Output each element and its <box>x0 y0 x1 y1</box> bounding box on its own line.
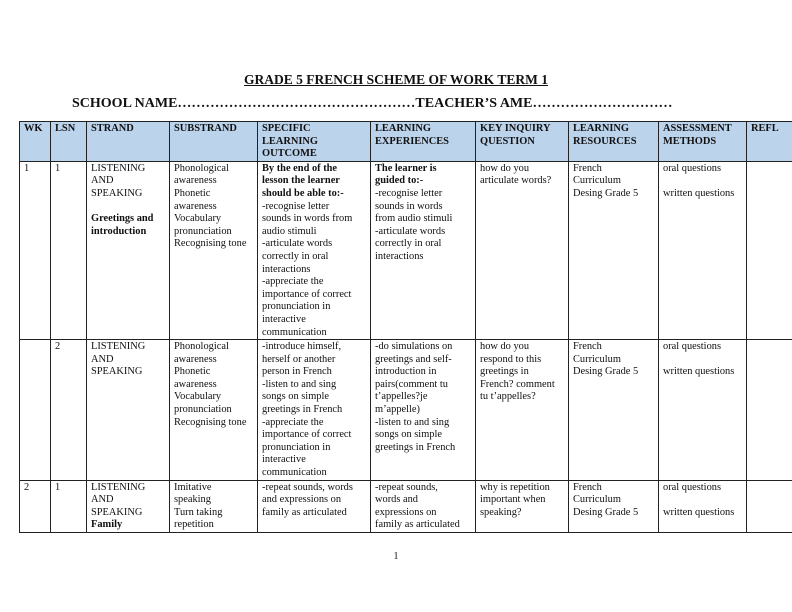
header-assessment: ASSESSMENT METHODS <box>659 122 747 162</box>
header-strand: STRAND <box>87 122 170 162</box>
scheme-of-work-table <box>19 121 792 533</box>
assessment-oral: oral questions <box>663 341 722 353</box>
cell-question: how do you articulate words? <box>476 161 569 339</box>
cell-wk <box>20 340 51 481</box>
school-teacher-line: SCHOOL NAME……………………………………………TEACHER’S AME………………………… <box>72 96 673 111</box>
cell-refl <box>747 480 792 532</box>
header-row <box>20 122 792 162</box>
header-experiences: LEARNING EXPERIENCES <box>371 122 476 162</box>
header-outcome: SPECIFIC LEARNING OUTCOME <box>258 122 371 162</box>
cell-assessment <box>659 161 747 339</box>
table-row <box>20 340 792 481</box>
assessment-written: written questions <box>663 506 735 518</box>
header-wk: WK <box>20 122 51 162</box>
table-row <box>20 480 792 532</box>
page-number: 1 <box>393 551 399 562</box>
experiences-text: -recognise letter sounds in words from audio stimuli -articulate words correctly in oral interactions <box>375 187 453 262</box>
cell-outcome: -introduce himself, herself or another person in French -listen to and sing songs on simple greetings in French -appreciate the importance of correct pronunciation in interactive communication <box>258 340 371 481</box>
header-resources: LEARNING RESOURCES <box>569 122 659 162</box>
strand-text: LISTENING AND SPEAKING <box>91 162 146 199</box>
cell-refl <box>747 340 792 481</box>
header-question: KEY INQUIRY QUESTION <box>476 122 569 162</box>
header-lsn: LSN <box>51 122 87 162</box>
document-title: GRADE 5 FRENCH SCHEME OF WORK TERM 1 <box>244 72 548 87</box>
cell-lsn: 1 <box>51 161 87 339</box>
cell-outcome: -repeat sounds, words and expressions on family as articulated <box>258 480 371 532</box>
assessment-oral: oral questions <box>663 481 722 493</box>
cell-resources: French Curriculum Desing Grade 5 <box>569 340 659 481</box>
strand-topic: Family <box>91 519 123 531</box>
cell-strand <box>87 480 170 532</box>
cell-strand <box>87 161 170 339</box>
cell-substrand: Phonological awareness Phonetic awareness Vocabulary pronunciation Recognising tone <box>170 340 258 481</box>
strand-text: LISTENING AND SPEAKING <box>91 481 146 518</box>
cell-question: how do you respond to this greetings in French? comment tu t’appelles? <box>476 340 569 481</box>
outcome-intro: By the end of the lesson the learner should be able to:- <box>262 162 344 199</box>
assessment-written: written questions <box>663 366 735 378</box>
cell-resources: French Curriculum Desing Grade 5 <box>569 161 659 339</box>
cell-substrand: Phonological awareness Phonetic awareness Vocabulary pronunciation Recognising tone <box>170 161 258 339</box>
cell-wk: 2 <box>20 480 51 532</box>
cell-wk: 1 <box>20 161 51 339</box>
cell-strand: LISTENING AND SPEAKING <box>87 340 170 481</box>
cell-resources: French Curriculum Desing Grade 5 <box>569 480 659 532</box>
cell-outcome <box>258 161 371 339</box>
cell-assessment <box>659 340 747 481</box>
cell-assessment <box>659 480 747 532</box>
assessment-oral: oral questions <box>663 162 722 174</box>
header-refl: REFL <box>747 122 792 162</box>
cell-substrand: Imitative speaking Turn taking repetition <box>170 480 258 532</box>
outcome-text: -recognise letter sounds in words from audio stimuli -articulate words correctly in oral interactions -appreciate the importance of correct pronunciation in interactive communication <box>262 200 353 338</box>
cell-experiences: -repeat sounds, words and expressions on family as articulated <box>371 480 476 532</box>
strand-topic: Greetings and introduction <box>91 213 154 237</box>
cell-lsn: 1 <box>51 480 87 532</box>
cell-experiences: -do simulations on greetings and self- introduction in pairs(comment tu t’appelles?je m’appelle) -listen to and sing songs on simple greetings in French <box>371 340 476 481</box>
cell-question: why is repetition important when speaking? <box>476 480 569 532</box>
cell-refl <box>747 161 792 339</box>
table-row <box>20 161 792 339</box>
experiences-intro: The learner is guided to:- <box>375 162 437 187</box>
header-substrand: SUBSTRAND <box>170 122 258 162</box>
cell-experiences <box>371 161 476 339</box>
assessment-written: written questions <box>663 187 735 199</box>
cell-lsn: 2 <box>51 340 87 481</box>
